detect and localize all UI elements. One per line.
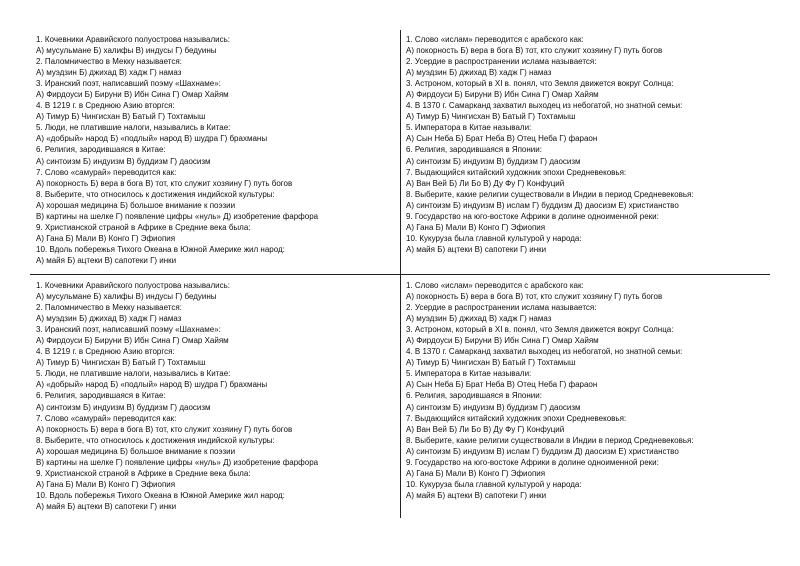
answer-options: А) синтоизм Б) индуизм В) ислам Г) буддизм Д) даосизм Е) христианство <box>406 446 679 456</box>
question-text: 4. В 1219 г. в Среднюю Азию вторгся: <box>36 101 175 111</box>
question-text: 7. Выдающийся китайский художник эпохи Средневековья: <box>406 167 627 177</box>
answer-options: А) Гана Б) Мали В) Конго Г) Эфиопия <box>406 468 546 478</box>
question-text: 6. Религия, зародившаяся в Китае: <box>36 145 166 155</box>
answer-options: А) хорошая медицина Б) большое внимание к поэзии <box>36 200 236 210</box>
answer-options: А) мусульмане Б) халифы В) индусы Г) бедуины <box>36 46 217 56</box>
question-text: 7. Слово «самурай» переводится как: <box>36 167 177 177</box>
question-text: 3. Иранский поэт, написавший поэму «Шахнаме»: <box>36 79 221 89</box>
question-text: А) майя Б) ацтеки В) сапотеки Г) инки <box>36 255 177 265</box>
answer-options: А) синтоизм Б) индуизм В) буддизм Г) даосизм <box>406 156 581 166</box>
answer-options: А) покорность Б) вера в бога В) тот, кто служит хозяину Г) путь богов <box>36 178 293 188</box>
quiz-variant-1-bottom <box>36 280 396 512</box>
question-text: 10. Кукуруза была главной культурой у народа: <box>406 233 582 243</box>
question-text: В) картины на шелке Г) появление цифры «нуль» Д) изобретение фарфора <box>36 211 319 221</box>
answer-options: А) майя Б) ацтеки В) сапотеки Г) инки <box>406 244 547 254</box>
quiz-variant-1-top <box>36 34 396 266</box>
vertical-cut-line <box>400 30 401 518</box>
answer-options: А) синтоизм Б) индуизм В) ислам Г) буддизм Д) даосизм Е) христианство <box>406 200 679 210</box>
question-text: А) Гана Б) Мали В) Конго Г) Эфиопия <box>36 233 176 243</box>
answer-options: 10. Вдоль побережья Тихого Океана в Южной Америке жил народ: <box>36 490 285 500</box>
answer-options: А) мусульмане Б) халифы В) индусы Г) бедуины <box>36 292 217 302</box>
question-text: 1. Кочевники Аравийского полуострова назывались: <box>36 35 230 44</box>
question-text: 7. Выдающийся китайский художник эпохи Средневековья: <box>406 413 627 423</box>
answer-options: А) Фирдоуси Б) Бируни В) Ибн Сина Г) Омар Хайям <box>36 336 229 346</box>
quiz-variant-2-top <box>406 34 766 255</box>
answer-options: А) муэдзин Б) джихад В) хадж Г) намаз <box>406 314 552 324</box>
answer-options: 10. Вдоль побережья Тихого Океана в Южной Америке жил народ: <box>36 244 285 254</box>
answer-options: А) синтоизм Б) индуизм В) буддизм Г) даосизм <box>36 156 211 166</box>
question-text: 9. Государство на юго-востоке Африки в долине одноименной реки: <box>406 211 659 221</box>
question-text: 4. В 1370 г. Самарканд захватил выходец из небогатой, но знатной семьи: <box>406 101 683 111</box>
quiz-variant-2-bottom <box>406 280 766 501</box>
answer-options: 9. Христианской страной в Африке в Средние века была: <box>36 222 251 232</box>
answer-options: А) майя Б) ацтеки В) сапотеки Г) инки <box>406 490 547 500</box>
answer-options: А) Ван Вей Б) Ли Бо В) Ду Фу Г) Конфуций <box>406 424 565 434</box>
question-text: 2. Паломничество в Мекку называется: <box>36 303 182 313</box>
question-text: А) майя Б) ацтеки В) сапотеки Г) инки <box>36 501 177 511</box>
question-text: 5. Императора в Китае называли: <box>406 123 532 133</box>
answer-options: А) «добрый» народ Б) «подлый» народ В) шудра Г) брахманы <box>36 380 268 390</box>
question-text: 5. Императора в Китае называли: <box>406 369 532 379</box>
question-text: 8. Выберите, какие религии существовали в Индии в период Средневековья: <box>406 189 694 199</box>
question-text: 8. Выберите, что относилось к достижения индийской культуры: <box>36 435 275 445</box>
question-text: 3. Астроном, который в XI в. понял, что Земля движется вокруг Солнца: <box>406 325 674 335</box>
question-text: А) Гана Б) Мали В) Конго Г) Эфиопия <box>36 479 176 489</box>
answer-options: А) муэдзин Б) джихад В) хадж Г) намаз <box>36 314 182 324</box>
answer-options: А) муэдзин Б) джихад В) хадж Г) намаз <box>406 68 552 78</box>
answer-options: А) Фирдоуси Б) Бируни В) Ибн Сина Г) Омар Хайям <box>406 336 599 346</box>
answer-options: А) Фирдоуси Б) Бируни В) Ибн Сина Г) Омар Хайям <box>406 90 599 100</box>
question-text: 8. Выберите, что относилось к достижения индийской культуры: <box>36 189 275 199</box>
question-text: 7. Слово «самурай» переводится как: <box>36 413 177 423</box>
question-text: 2. Усердие в распространении ислама называется: <box>406 57 597 67</box>
answer-options: А) Фирдоуси Б) Бируни В) Ибн Сина Г) Омар Хайям <box>36 90 229 100</box>
answer-options: А) Сын Неба Б) Брат Неба В) Отец Неба Г) фараон <box>406 380 598 390</box>
question-text: В) картины на шелке Г) появление цифры «нуль» Д) изобретение фарфора <box>36 457 319 467</box>
question-text: 2. Паломничество в Мекку называется: <box>36 57 182 67</box>
question-text: 6. Религия, зародившаяся в Японии: <box>406 145 542 155</box>
answer-options: А) хорошая медицина Б) большое внимание к поэзии <box>36 446 236 456</box>
answer-options: А) «добрый» народ Б) «подлый» народ В) шудра Г) брахманы <box>36 134 268 144</box>
answer-options: А) муэдзин Б) джихад В) хадж Г) намаз <box>36 68 182 78</box>
answer-options: А) Тимур Б) Чингисхан В) Батый Г) Тохтамыш <box>406 112 576 122</box>
answer-options: А) Гана Б) Мали В) Конго Г) Эфиопия <box>406 222 546 232</box>
answer-options: А) Тимур Б) Чингисхан В) Батый Г) Тохтамыш <box>36 358 206 368</box>
question-text: 6. Религия, зародившаяся в Японии: <box>406 391 542 401</box>
question-text: 6. Религия, зародившаяся в Китае: <box>36 391 166 401</box>
question-text: 3. Иранский поэт, написавший поэму «Шахнаме»: <box>36 325 221 335</box>
answer-options: А) синтоизм Б) индуизм В) буддизм Г) даосизм <box>406 402 581 412</box>
question-text: 4. В 1370 г. Самарканд захватил выходец из небогатой, но знатной семьи: <box>406 347 683 357</box>
question-text: 5. Люди, не платившие налоги, назывались в Китае: <box>36 123 231 133</box>
question-text: 5. Люди, не платившие налоги, назывались в Китае: <box>36 369 231 379</box>
question-text: 1. Кочевники Аравийского полуострова назывались: <box>36 281 230 290</box>
answer-options: А) покорность Б) вера в бога В) тот, кто служит хозяину Г) путь богов <box>406 292 663 302</box>
answer-options: А) покорность Б) вера в бога В) тот, кто служит хозяину Г) путь богов <box>36 424 293 434</box>
answer-options: А) синтоизм Б) индуизм В) буддизм Г) даосизм <box>36 402 211 412</box>
answer-options: А) покорность Б) вера в бога В) тот, кто служит хозяину Г) путь богов <box>406 46 663 56</box>
answer-options: 9. Христианской страной в Африке в Средние века была: <box>36 468 251 478</box>
answer-options: А) Тимур Б) Чингисхан В) Батый Г) Тохтамыш <box>406 358 576 368</box>
answer-options: А) Сын Неба Б) Брат Неба В) Отец Неба Г) фараон <box>406 134 598 144</box>
question-text: 4. В 1219 г. в Среднюю Азию вторгся: <box>36 347 175 357</box>
question-text: 8. Выберите, какие религии существовали в Индии в период Средневековья: <box>406 435 694 445</box>
question-text: 3. Астроном, который в XI в. понял, что Земля движется вокруг Солнца: <box>406 79 674 89</box>
question-text: 1. Слово «ислам» переводится с арабского как: <box>406 35 584 44</box>
question-text: 9. Государство на юго-востоке Африки в долине одноименной реки: <box>406 457 659 467</box>
question-text: 10. Кукуруза была главной культурой у народа: <box>406 479 582 489</box>
question-text: 1. Слово «ислам» переводится с арабского как: <box>406 281 584 290</box>
answer-options: А) Ван Вей Б) Ли Бо В) Ду Фу Г) Конфуций <box>406 178 565 188</box>
answer-options: А) Тимур Б) Чингисхан В) Батый Г) Тохтамыш <box>36 112 206 122</box>
question-text: 2. Усердие в распространении ислама называется: <box>406 303 597 313</box>
